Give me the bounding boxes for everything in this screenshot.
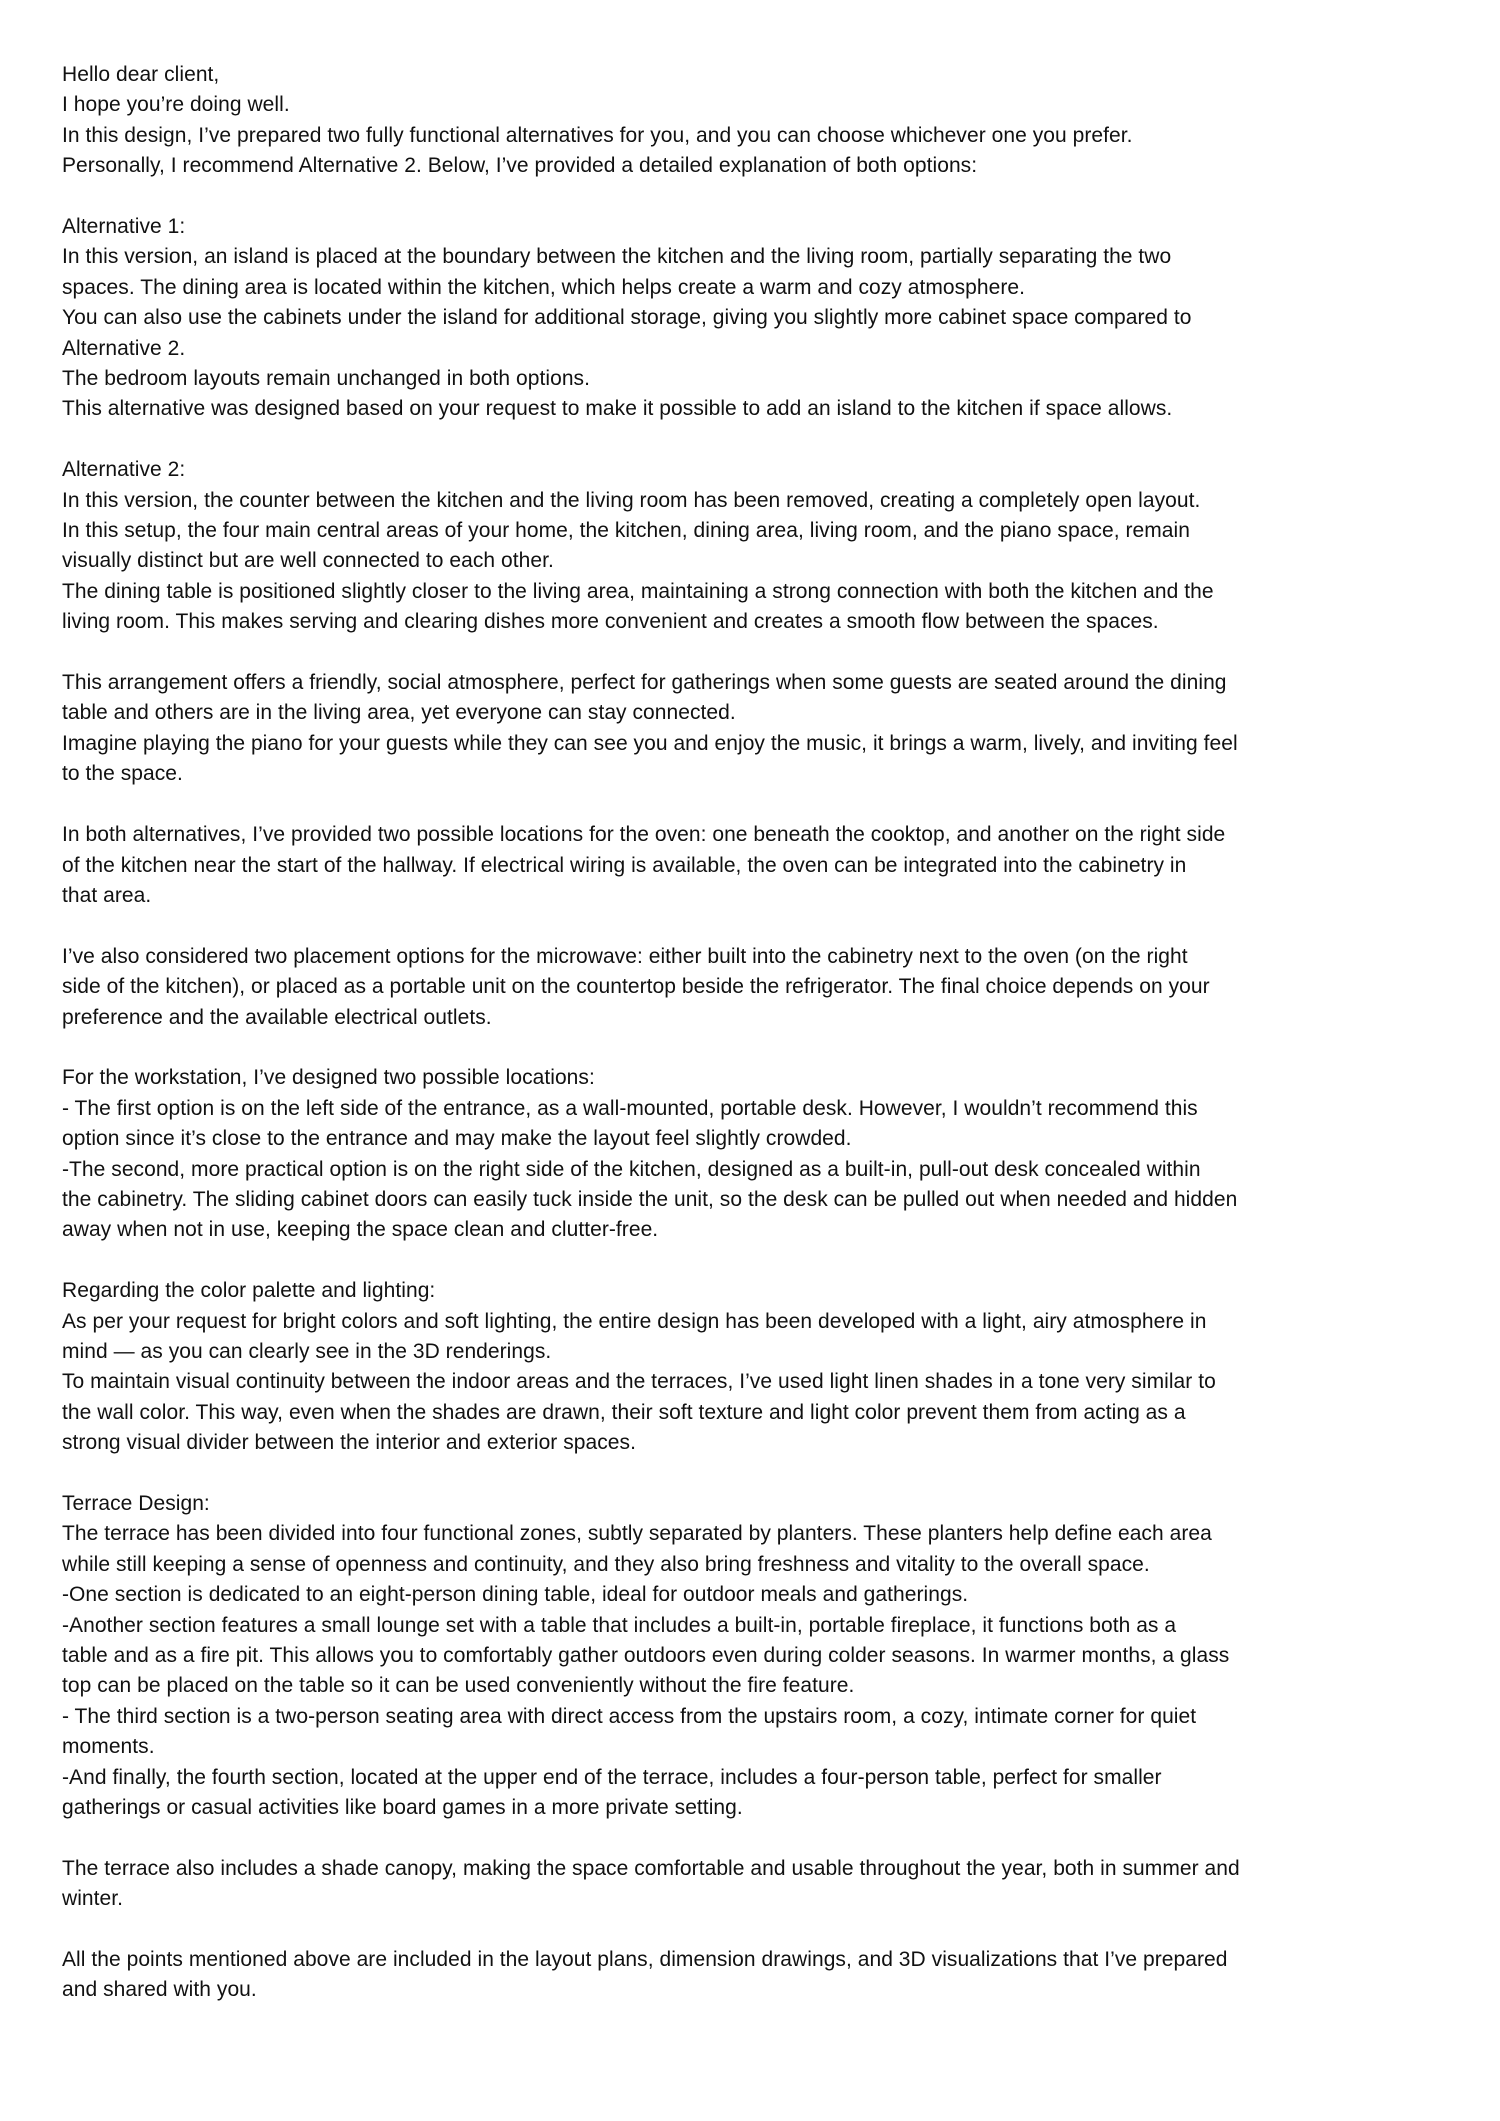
text-line: Terrace Design: <box>62 1491 210 1515</box>
text-line: All the points mentioned above are included in the layout plans, dimension drawings, and 3D visualizations that I’ve prepared <box>62 1948 1228 1972</box>
paragraph <box>62 1063 1444 1245</box>
text-line: Regarding the color palette and lighting: <box>62 1279 436 1303</box>
text-line: option since it’s close to the entrance and may make the layout feel slightly crowded. <box>62 1127 852 1151</box>
text-line: You can also use the cabinets under the island for additional storage, giving you slightly more cabinet space compared to <box>62 306 1192 330</box>
text-line: the cabinetry. The sliding cabinet doors can easily tuck inside the unit, so the desk can be pulled out when needed and hidden <box>62 1187 1238 1211</box>
text-line: spaces. The dining area is located within the kitchen, which helps create a warm and cozy atmosphere. <box>62 275 1026 299</box>
text-line: The bedroom layouts remain unchanged in both options. <box>62 367 590 391</box>
text-line: -The second, more practical option is on the right side of the kitchen, designed as a built-in, pull-out desk concealed within <box>62 1157 1201 1181</box>
paragraph <box>62 1945 1444 2006</box>
text-line: - The first option is on the left side of the entrance, as a wall-mounted, portable desk. However, I wouldn’t recommend this <box>62 1096 1198 1120</box>
text-line: winter. <box>62 1887 124 1911</box>
text-line: The terrace also includes a shade canopy, making the space comfortable and usable throughout the year, both in summer and <box>62 1856 1240 1880</box>
letter-body <box>62 60 1444 2006</box>
text-line: I’ve also considered two placement options for the microwave: either built into the cabinetry next to the oven (on the right <box>62 944 1188 968</box>
text-line: strong visual divider between the interior and exterior spaces. <box>62 1431 636 1455</box>
text-line: table and as a fire pit. This allows you to comfortably gather outdoors even during colder seasons. In warmer months, a glass <box>62 1644 1230 1667</box>
paragraph <box>62 1854 1444 1915</box>
text-line: The terrace has been divided into four functional zones, subtly separated by planters. These planters help define each area <box>62 1522 1212 1546</box>
text-line: In this design, I’ve prepared two fully functional alternatives for you, and you can choose whichever one you prefer. <box>62 123 1133 147</box>
text-line: - The third section is a two-person seating area with direct access from the upstairs room, a cozy, intimate corner for quiet <box>62 1704 1197 1728</box>
text-line: Personally, I recommend Alternative 2. Below, I’ve provided a detailed explanation of both options: <box>62 154 978 178</box>
paragraph <box>62 1276 1444 1458</box>
text-line: -And finally, the fourth section, located at the upper end of the terrace, includes a four-person table, perfect for smaller <box>62 1765 1162 1789</box>
text-line: the wall color. This way, even when the shades are drawn, their soft texture and light color prevent them from acting as a <box>62 1400 1186 1424</box>
text-line: and shared with you. <box>62 1978 257 2002</box>
text-line: to the space. <box>62 762 183 786</box>
text-line: The dining table is positioned slightly closer to the living area, maintaining a strong connection with both the kitchen and the <box>62 579 1214 603</box>
text-line: To maintain visual continuity between the indoor areas and the terraces, I’ve used light linen shades in a tone very similar to <box>62 1370 1216 1394</box>
text-line: Imagine playing the piano for your guests while they can see you and enjoy the music, it brings a warm, lively, and inviting feel <box>62 731 1238 755</box>
text-line: visually distinct but are well connected to each other. <box>62 549 554 573</box>
text-line: -Another section features a small lounge set with a table that includes a built-in, portable fireplace, it functions both as a <box>62 1613 1177 1637</box>
text-line: Alternative 2: <box>62 458 186 482</box>
text-line: In this version, an island is placed at the boundary between the kitchen and the living room, partially separating the two <box>62 245 1172 269</box>
text-line: In both alternatives, I’ve provided two possible locations for the oven: one beneath the cooktop, and another on the right side <box>62 823 1226 847</box>
text-line: -One section is dedicated to an eight-person dining table, ideal for outdoor meals and gatherings. <box>62 1583 969 1607</box>
text-line: mind — as you can clearly see in the 3D renderings. <box>62 1339 552 1363</box>
text-line: This arrangement offers a friendly, social atmosphere, perfect for gatherings when some guests are seated around the dining <box>62 671 1227 695</box>
paragraph <box>62 820 1444 911</box>
text-line: side of the kitchen), or placed as a portable unit on the countertop beside the refrigerator. The final choice depends on your <box>62 975 1210 999</box>
text-line: of the kitchen near the start of the hallway. If electrical wiring is available, the oven can be integrated into the cabinetry in <box>62 853 1187 877</box>
text-line: gatherings or casual activities like board games in a more private setting. <box>62 1796 743 1820</box>
text-line: while still keeping a sense of openness and continuity, and they also bring freshness and vitality to the overall space. <box>62 1552 1150 1576</box>
text-line: I hope you’re doing well. <box>62 93 290 117</box>
text-line: preference and the available electrical outlets. <box>62 1005 492 1029</box>
paragraph <box>62 455 1444 637</box>
text-line: In this setup, the four main central areas of your home, the kitchen, dining area, living room, and the piano space, remain <box>62 519 1190 543</box>
text-line: This alternative was designed based on your request to make it possible to add an island to the kitchen if space allows. <box>62 397 1173 421</box>
paragraph <box>62 1489 1444 1823</box>
text-line: away when not in use, keeping the space clean and clutter-free. <box>62 1218 659 1242</box>
text-line: Alternative 1: <box>62 215 186 239</box>
text-line: living room. This makes serving and clearing dishes more convenient and creates a smooth flow between the spaces. <box>62 610 1159 634</box>
text-line: Hello dear client, <box>62 63 220 86</box>
text-line: Alternative 2. <box>62 336 186 360</box>
paragraph <box>62 212 1444 425</box>
paragraph <box>62 942 1444 1033</box>
text-line: As per your request for bright colors and soft lighting, the entire design has been developed with a light, airy atmosphere in <box>62 1309 1207 1333</box>
text-line: In this version, the counter between the kitchen and the living room has been removed, creating a completely open layout. <box>62 488 1201 512</box>
text-line: For the workstation, I’ve designed two possible locations: <box>62 1066 595 1090</box>
paragraph <box>62 60 1444 182</box>
text-line: table and others are in the living area, yet everyone can stay connected. <box>62 701 736 725</box>
text-line: top can be placed on the table so it can be used conveniently without the fire feature. <box>62 1674 855 1698</box>
text-line: moments. <box>62 1735 155 1759</box>
text-line: that area. <box>62 883 152 907</box>
paragraph <box>62 668 1444 790</box>
